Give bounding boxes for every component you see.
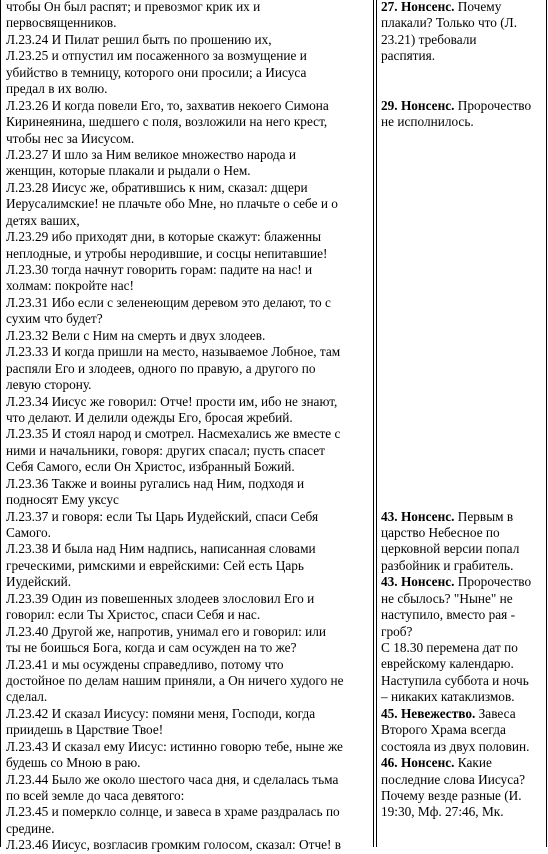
note-label: 46. Нонсенс.	[381, 755, 455, 771]
column-divider-inner	[373, 0, 374, 847]
scripture-text-column	[6, 0, 368, 854]
note-text: не исполнилось.	[381, 114, 474, 130]
scripture-line: Л.23.39 Один из повешенных злодеев злословил Его и	[6, 590, 315, 606]
scripture-line: Л.23.27 И шло за Ним великое множество народа и	[6, 146, 296, 162]
scripture-line: детях ваших,	[6, 212, 80, 228]
scripture-line: холмам: покройте нас!	[6, 278, 134, 294]
scripture-line: сухим что будет?	[6, 311, 103, 327]
note-text: плакали? Только что (Л.	[381, 15, 518, 31]
scripture-line: греческими, римскими и еврейскими: Сей есть Царь	[6, 557, 304, 573]
note-text: церковной версии попал	[381, 541, 520, 557]
scripture-line: Самого.	[6, 525, 51, 540]
note-text: царство Небесное по	[381, 524, 500, 540]
scripture-line: женщин, которые плакали и рыдали о Нем.	[6, 163, 251, 179]
scripture-line: средине.	[6, 820, 55, 836]
commentary-note-46	[381, 755, 541, 821]
scripture-line: Иудейский.	[6, 574, 72, 590]
scripture-line: Иерусалимские! не плачьте обо Мне, но плачьте о себе и о	[6, 196, 338, 212]
scripture-line: достойное по делам нашим приняли, а Он ничего худого не	[6, 672, 344, 688]
commentary-note-29	[381, 98, 541, 131]
scripture-line: предал в их волю.	[6, 81, 108, 97]
note-label: 43. Нонсенс.	[381, 574, 455, 590]
commentary-note-43-first	[381, 509, 541, 575]
note-text: Наступила суббота и ночь	[381, 672, 529, 688]
scripture-line: Л.23.32 Вели с Ним на смерть и двух злодеев.	[6, 327, 266, 343]
note-label: 45. Невежество.	[381, 705, 476, 721]
scripture-line: Л.23.43 И сказал ему Иисус: истинно говорю тебе, ныне же	[6, 738, 343, 754]
scripture-line: чтобы Он был распят; и превозмог крик их и	[6, 0, 261, 14]
note-label: 27. Нонсенс.	[381, 0, 455, 14]
scripture-line: Л.23.33 И когда пришли на место, называемое Лобное, там	[6, 344, 341, 360]
scripture-line: Киринеянина, шедшего с поля, возложили на него крест,	[6, 114, 328, 130]
scripture-line: Л.23.26 И когда повели Его, то, захватив некоего Симона	[6, 97, 329, 113]
scripture-line: Л.23.30 тогда начнут говорить горам: падите на нас! и	[6, 262, 313, 277]
scripture-line: Л.23.38 И была над Ним надпись, написанная словами	[6, 541, 316, 557]
scripture-line: сделал.	[6, 689, 48, 705]
scripture-line: говорил: если Ты Христос, спаси Себя и нас.	[6, 607, 261, 623]
note-text: Первым в	[454, 508, 514, 524]
scripture-line: Л.23.44 Было же около шестого часа дня, и сделалась тьма	[6, 771, 339, 787]
commentary-note-27	[381, 0, 541, 65]
table-border-right	[546, 0, 547, 847]
commentary-note-44	[381, 640, 541, 706]
scripture-line: Л.23.29 ибо приходят дни, в которые скажут: блаженны	[6, 229, 322, 245]
note-text: – никаких катаклизмов.	[381, 689, 515, 705]
note-text: Почему	[454, 0, 502, 14]
scripture-line: Л.23.36 Также и воины ругались над Ним, подходя и	[6, 475, 305, 491]
scripture-line: Л.23.28 Иисус же, обратившись к ним, сказал: дщери	[6, 179, 308, 195]
scripture-line: приидешь в Царствие Твое!	[6, 722, 164, 738]
note-text: распятия.	[381, 48, 436, 64]
scripture-line: что делают. И делили одежды Его, бросая жребий.	[6, 409, 293, 425]
note-text: Завеса	[475, 705, 516, 721]
note-text: еврейскому календарю.	[381, 656, 514, 672]
note-text: состояла из двух половин.	[381, 738, 530, 754]
scripture-line: Л.23.46 Иисус, возгласив громким голосом, сказал: Отче! в	[6, 837, 342, 853]
scripture-line: по всей земле до часа девятого:	[6, 788, 185, 803]
note-label: 43. Нонсенс.	[381, 508, 455, 524]
column-divider-outer	[376, 0, 377, 847]
scripture-line: Л.23.34 Иисус же говорил: Отче! прости им, ибо не знают,	[6, 393, 338, 409]
scripture-line: распяли Его и злодеев, одного по правую, а другого по	[6, 360, 316, 376]
scripture-line: Л.23.24 И Пилат решил быть по прошению их,	[6, 31, 272, 47]
note-text: разбойник и грабитель.	[381, 557, 514, 573]
scripture-line: Л.23.31 Ибо если с зеленеющим деревом это делают, то с	[6, 294, 331, 310]
note-text: наступило, вместо рая -	[381, 607, 515, 623]
scripture-line: ты не боишься Бога, когда и сам осужден на то же?	[6, 640, 297, 656]
note-text: 19:30, Мф. 27:46, Мк.	[381, 804, 504, 820]
scripture-line: будешь со Мною в раю.	[6, 755, 141, 771]
note-text: гроб?	[381, 623, 413, 639]
commentary-note-43-second	[381, 574, 541, 640]
scripture-line: Л.23.42 И сказал Иисусу: помяни меня, Господи, когда	[6, 705, 316, 721]
scripture-line: Л.23.35 И стоял народ и смотрел. Насмехались же вместе с	[6, 426, 341, 442]
scripture-line: ними и начальники, говоря: других спасал; пусть спасет	[6, 442, 325, 458]
scripture-line: убийство в темницу, которого они просили; а Иисуса	[6, 64, 307, 80]
note-text: Пророчество	[454, 97, 532, 113]
note-text: 23.21) требовали	[381, 31, 477, 47]
spacer	[381, 131, 541, 509]
scripture-line: неплодные, и утробы неродившие, и сосцы непитавшие!	[6, 245, 328, 261]
scripture-line: Л.23.25 и отпустил им посаженного за возмущение и	[6, 48, 307, 64]
scripture-line: подносят Ему уксус	[6, 492, 119, 508]
commentary-note-45	[381, 706, 541, 755]
note-text: С 18.30 перемена дат по	[381, 640, 518, 656]
note-text: Почему везде разные (И.	[381, 787, 522, 803]
note-label: 29. Нонсенс.	[381, 97, 455, 113]
note-text: Пророчество	[454, 574, 532, 590]
note-text: последние слова Иисуса?	[381, 771, 526, 787]
note-text: Какие	[454, 755, 492, 771]
commentary-column	[381, 0, 541, 821]
note-text: не сбылось? "Ныне" не	[381, 590, 513, 606]
scripture-line: левую сторону.	[6, 377, 92, 393]
table-border-left	[0, 0, 1, 847]
scripture-line: первосвященников.	[6, 15, 117, 31]
scripture-line: Себя Самого, если Он Христос, избранный Божий.	[6, 459, 295, 475]
scripture-line: Л.23.37 и говоря: если Ты Царь Иудейский, спаси Себя	[6, 508, 319, 524]
scripture-line: Л.23.40 Другой же, напротив, унимал его и говорил: или	[6, 623, 326, 639]
scripture-line: Л.23.41 и мы осуждены справедливо, потому что	[6, 656, 284, 672]
scripture-line: чтобы нес за Иисусом.	[6, 130, 135, 146]
note-text: Второго Храма всегда	[381, 722, 506, 738]
spacer	[381, 65, 541, 98]
scripture-line: Л.23.45 и померкло солнце, и завеса в храме раздралась по	[6, 804, 340, 820]
